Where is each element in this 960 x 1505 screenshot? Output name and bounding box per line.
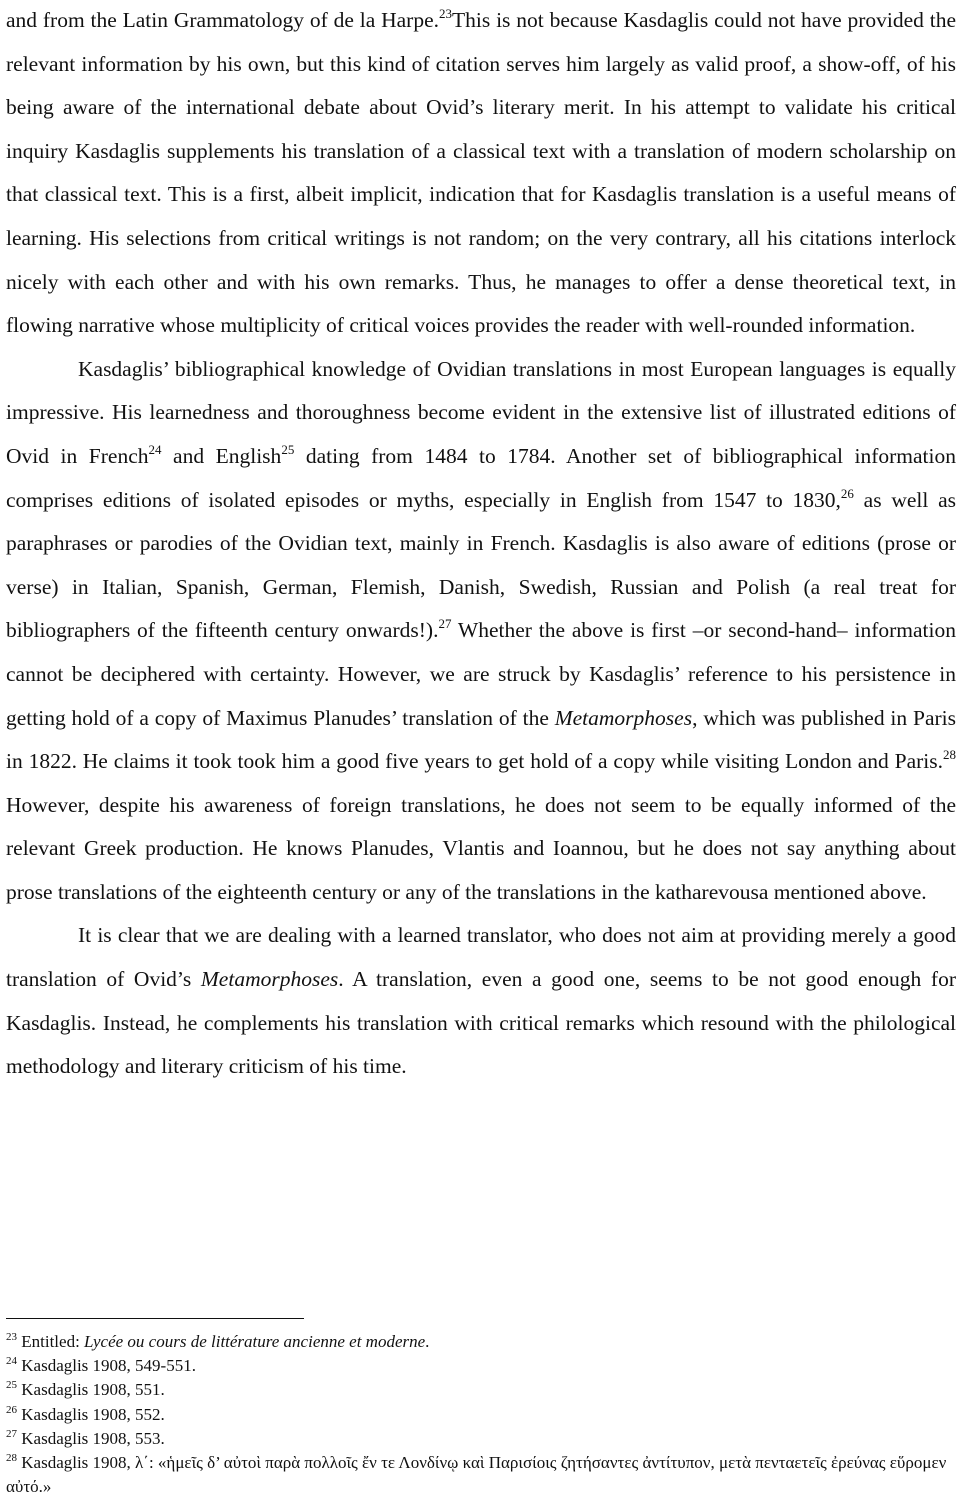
footnote-separator [6,1318,304,1319]
footnote-number: 27 [6,1427,17,1440]
footnote-ref-26[interactable]: 26 [840,485,854,501]
paragraph-2-text-g: However, despite his awareness of foreign translations, he does not seem to be equally informed of the relevant Greek production. He knows Planudes, Vlantis and Ioannou, but he does not say anything about prose translations of the eighteenth century or any of the translations in the katharevousa mentioned above. [6,792,956,904]
paragraph-2 [6,348,956,915]
footnote-number: 23 [6,1331,17,1343]
footnote-text: Entitled: [21,1332,85,1351]
document-body [6,0,956,1089]
paragraph-1-text-b: This is not because Kasdaglis could not have provided the relevant information by his own, but this kind of citation serves him largely as valid proof, a show-off, of his being aware of the international debate about Ovid’s literary merit. In his attempt to validate his critical inquiry Kasdaglis supplements his translation of a classical text with a translation of modern scholarship on that classical text. This is a first, albeit implicit, indication that for Kasdaglis translation is a useful means of learning. His selections from critical writings is not random; on the very contrary, all his citations interlock nicely with each other and with his own remarks. Thus, he manages to offer a dense theoretical text, in flowing narrative whose multiplicity of critical voices provides the reader with well-rounded information. [6,8,956,338]
footnote-26 [6,1403,956,1427]
paragraph-3 [6,914,956,1088]
footnote-text: Kasdaglis 1908, 553. [21,1428,165,1448]
paragraph-2-text-c: dating from 1484 to 1784. Another set of bibliographical information comprises editions of isolated episodes or myths, especially in English from 1547 to 1830, [6,443,956,512]
footnote-23 [6,1330,956,1354]
footnote-number: 28 [6,1452,17,1465]
footnote-ref-24[interactable]: 24 [148,441,162,457]
paragraph-2-text-e: Whether the above is first –or second-hand– information cannot be deciphered with certainty. However, we are struck by Kasdaglis’ reference to his persistence in getting hold of a copy of Maximus Planudes’ translation of the [6,618,956,730]
footnotes [6,1330,956,1499]
paragraph-2-text-d: as well as paraphrases or parodies of the Ovidian text, mainly in French. Kasdaglis is also aware of editions (prose or verse) in Italian, Spanish, German, Flemish, Danish, Swedish, Russian and Polish (a real treat for bibliographers of the fifteenth century onwards!). [6,487,956,643]
work-title: Metamorphoses [200,967,339,992]
paragraph-1-text-a: and from the Latin Grammatology of de la Harpe. [6,8,440,32]
footnote-25 [6,1378,956,1402]
footnote-text: Kasdaglis 1908, 549-551. [21,1356,196,1376]
paragraph-1 [6,0,956,348]
paragraph-2-text-f: , which was published in Paris in 1822. He claims it took took him a good five years to get hold of a copy while visiting London and Paris. [6,705,956,774]
footnote-italic-title: Lycée ou cours de littérature ancienne et moderne [84,1332,426,1351]
paragraph-2-text-a: Kasdaglis’ bibliographical knowledge of Ovidian translations in most European languages is equally impressive. His learnedness and thoroughness become evident in the extensive list of illustrated editions of Ovid in French [6,356,956,468]
footnote-text-end: . [425,1332,430,1351]
footnote-text: Kasdaglis 1908, 552. [21,1404,165,1424]
footnote-ref-23[interactable]: 23 [439,6,453,21]
footnote-ref-27[interactable]: 27 [438,616,452,632]
paragraph-3-text-b: . A translation, even a good one, seems to be not good enough for Kasdaglis. Instead, he complements his translation with critical remarks which resound with the philological methodology and literary criticism of his time. [6,967,956,1079]
footnote-number: 26 [6,1403,17,1416]
footnote-number: 24 [6,1355,17,1368]
paragraph-2-text-b: and English [161,443,282,468]
footnote-text: Kasdaglis 1908, 551. [21,1380,165,1400]
footnote-number: 25 [6,1379,17,1392]
footnote-text: Kasdaglis 1908, λ΄: «ἡμεῖς δ’ αὐτοὶ παρὰ πολλοῖς ἔν τε Λονδίνῳ καὶ Παρισίοις ζητήσαντες ἀντίτυπον, μετὰ πενταετεῖς ἐρεύνας εὕρομεν αὐτό.» [6,1453,947,1497]
footnote-ref-25[interactable]: 25 [281,441,295,457]
paragraph-3-text-a: It is clear that we are dealing with a learned translator, who does not aim at providing merely a good translation of Ovid’s [6,923,956,992]
work-title: Metamorphoses [554,705,693,730]
footnote-ref-28[interactable]: 28 [943,747,956,763]
footnote-24 [6,1354,956,1378]
footnote-27 [6,1427,956,1451]
footnote-28 [6,1451,956,1499]
